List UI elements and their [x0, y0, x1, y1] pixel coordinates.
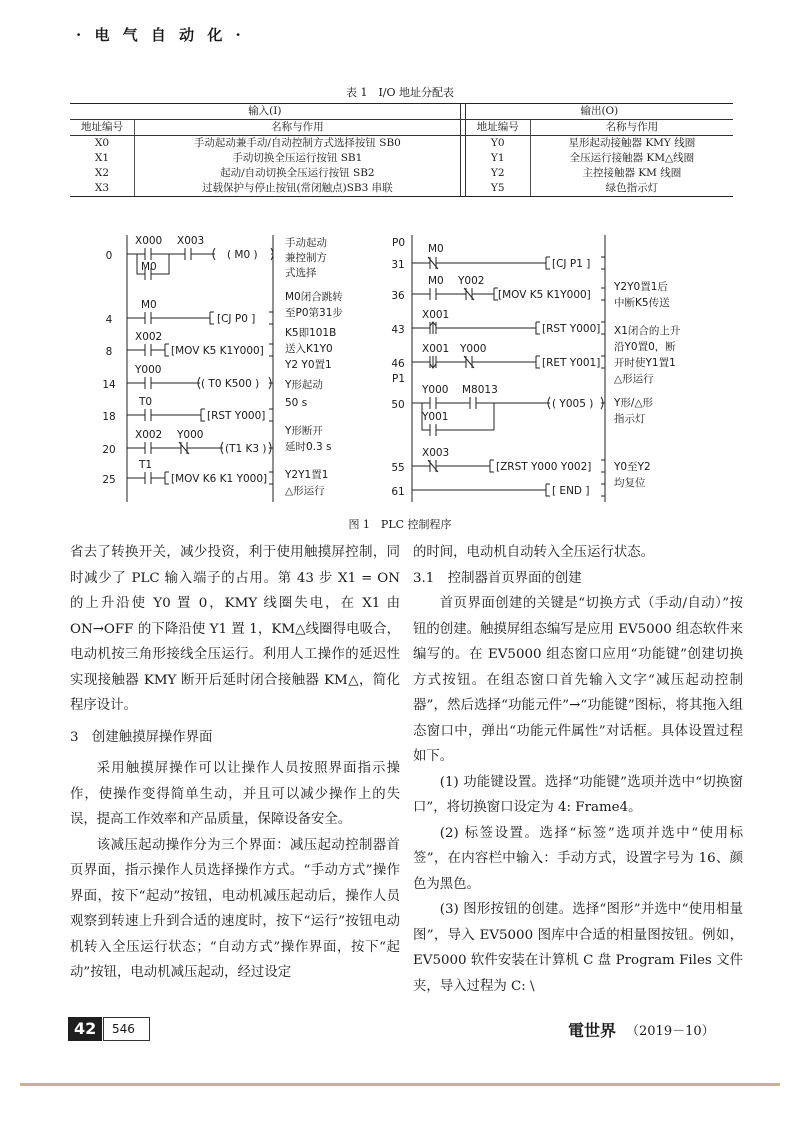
col-header: 名称与作用 [135, 120, 461, 136]
instruction: [MOV K5 K1Y000] [171, 345, 264, 357]
section-heading: 3.1 控制器首页界面的创建 [413, 570, 582, 586]
instruction: ( Y005 ) [552, 398, 594, 410]
table-cell: X0 [94, 137, 110, 149]
comment: 手动起动 [285, 237, 327, 249]
step-number: 43 [391, 324, 405, 336]
table-cell: X2 [94, 167, 110, 179]
instruction: (T1 K3 ) [225, 443, 267, 455]
step-number: 25 [102, 474, 116, 486]
contact-label: X002 [135, 429, 163, 441]
instruction: [MOV K5 K1Y000] [498, 289, 591, 301]
ladder-diagram-left [102, 230, 380, 508]
contact-label: X003 [422, 447, 450, 459]
table-cell: 手动起动兼手动/自动控制方式选择按钮 SB0 [135, 136, 461, 152]
journal-page-number: 42 [68, 1017, 102, 1041]
contact-label: M8013 [462, 384, 498, 396]
comment: 50 s [285, 397, 308, 409]
table-cell: 起动/自动切换全压运行按钮 SB2 [135, 166, 461, 181]
io-table [70, 103, 733, 197]
step-number: 20 [102, 444, 116, 456]
table-cell: 全压运行接触器 KM△线圈 [530, 151, 733, 166]
comment: 延时0.3 s [285, 441, 332, 453]
contact-label: X003 [177, 235, 205, 247]
contact-label: T0 [139, 396, 153, 408]
step-number: 46 [391, 358, 405, 370]
pointer-label: P1 [392, 373, 406, 385]
instruction: [RST Y000] [207, 410, 266, 422]
instruction: [RET Y001] [542, 357, 601, 369]
step-number: 50 [391, 399, 405, 411]
contact-label: Y000 [460, 343, 487, 355]
step-number: 18 [102, 411, 116, 423]
comment: 兼控制方 [285, 252, 327, 264]
step-number: 31 [391, 259, 405, 271]
comment: 式选择 [285, 267, 317, 279]
contact-label: X001 [422, 309, 450, 321]
step-number: 36 [391, 290, 405, 302]
comment: Y2Y0置1后 [614, 281, 668, 293]
contact-label: M0 [428, 275, 444, 287]
paragraph: 的时间，电动机自动转入全压运行状态。 [413, 545, 655, 560]
instruction: [CJ P0 ] [217, 313, 256, 325]
instruction: [CJ P1 ] [552, 258, 591, 270]
instruction: ( T0 K500 ) [201, 378, 260, 390]
comment: 中断K5传送 [614, 297, 670, 309]
journal-issue: （2019－10） [626, 1024, 715, 1039]
table-caption: 表 1 I/O 地址分配表 [345, 86, 455, 99]
contact-label: M0 [141, 299, 157, 311]
contact-label: X002 [135, 331, 163, 343]
contact-label: M0 [428, 243, 444, 255]
comment: K5即101B [285, 327, 337, 339]
contact-label: Y002 [458, 275, 485, 287]
step-number: 14 [102, 379, 116, 391]
instruction: [RST Y000] [542, 323, 601, 335]
col-header: 地址编号 [465, 120, 530, 136]
step-number: 4 [105, 314, 113, 326]
body-column-left [70, 540, 400, 986]
table-cell: 手动切换全压运行按钮 SB1 [135, 151, 461, 166]
comment: 至P0第31步 [285, 307, 343, 319]
figure-caption: 图 1 PLC 控制程序 [348, 518, 452, 531]
bottom-rule [20, 1083, 780, 1086]
ladder-diagram-right [390, 230, 690, 508]
table-cell: 绿色指示灯 [530, 181, 733, 197]
instruction: [ END ] [552, 485, 590, 497]
paragraph: 省去了转换开关，减少投资，利于使用触摸屏控制，同时减少了 PLC 输入端子的占用。第 43 步 X1 = ON 的上升沿使 Y0 置 0，KMY 线圈失电，在 X1 由 ON→OFF 的下降沿使 Y1 置 1，KM△线圈得电吸合，电动机按三角形接线全压运行。利用人工操作的延迟性实现接触器 KMY 断开后延时闭合接触器 KM△，简化程序设计。 [70, 545, 400, 713]
comment: 送入K1Y0 [285, 343, 333, 355]
pointer-label: P0 [392, 237, 406, 249]
comment: Y形起动 [285, 379, 323, 391]
table-cell: Y0 [490, 137, 505, 149]
table-cell: 主控接触器 KM 线圈 [530, 166, 733, 181]
input-title: 输入(I) [70, 104, 460, 120]
instruction: [ZRST Y000 Y002] [496, 461, 592, 473]
table-row [70, 166, 733, 181]
paragraph: (2) 标签设置。选择“标签”选项并选中“使用标签”，在内容栏中输入：手动方式，设置字号为 16、颜色为黑色。 [413, 825, 743, 892]
col-header: 名称与作用 [530, 120, 733, 136]
comment: 沿Y0置0，断 [614, 341, 676, 353]
journal-title: 電世界 [568, 1021, 617, 1040]
paragraph: 采用触摸屏操作可以让操作人员按照界面指示操作，使操作变得简单生动，并且可以减少操作上的失误，提高工作效率和产品质量，保障设备安全。 [70, 761, 400, 827]
contact-label: X000 [135, 235, 163, 247]
paragraph: (1) 功能键设置。选择“功能键”选项并选中“切换窗口”，将切换窗口设定为 4: Frame4。 [413, 774, 743, 815]
contact-label: X001 [422, 343, 450, 355]
comment: Y2 Y0置1 [285, 359, 332, 371]
comment: 均复位 [614, 477, 646, 489]
table-row [70, 136, 733, 152]
instruction: ( M0 ) [227, 249, 258, 261]
contact-label: M0 [141, 261, 157, 273]
table-cell: Y1 [490, 152, 505, 164]
table-cell: Y2 [490, 167, 505, 179]
paragraph: 首页界面创建的关键是“切换方式（手动/自动）”按钮的创建。触摸屏组态编写是应用 EV5000 组态软件来编写的。在 EV5000 组态窗口应用“功能键”创建切换方式按钮。在组态窗口首先输入文字“减压起动控制器”，然后选择“功能元件”→“功能键”图标，将其拖入组态窗口中，弹出“功能元件属性”对话框。具体设置过程如下。 [413, 596, 743, 764]
table-cell: Y5 [465, 181, 530, 197]
table-row [70, 151, 733, 166]
contact-label: Y001 [422, 411, 449, 423]
comment: Y0至Y2 [614, 461, 651, 473]
contact-label: Y000 [177, 429, 204, 441]
comment: X1闭合的上升 [614, 325, 681, 337]
table-row [70, 181, 733, 197]
comment: 指示灯 [614, 413, 646, 425]
comment: 开时使Y1置1 [614, 357, 676, 369]
body-column-right [413, 540, 743, 999]
step-number: 55 [391, 462, 405, 474]
comment: Y形断开 [285, 425, 323, 437]
contact-label: Y000 [135, 364, 162, 376]
contact-label: T1 [139, 459, 153, 471]
step-number: 0 [105, 250, 113, 262]
paragraph: (3) 图形按钮的创建。选择“图形”并选中“使用相量图”，导入 EV5000 图库中合适的相量图按钮。例如，EV5000 软件安装在计算机 C 盘 Program Files 文件夹，导入过程为 C: \ [413, 902, 743, 994]
running-header: · 电 气 自 动 化 · [76, 26, 245, 44]
section-heading: 3 创建触摸屏操作界面 [70, 729, 213, 745]
comment: Y形/△形 [614, 397, 654, 409]
table-cell: X1 [94, 152, 110, 164]
comment: △形运行 [285, 485, 325, 497]
contact-label: Y000 [422, 384, 449, 396]
output-title: 输出(O) [465, 104, 733, 120]
comment: △形运行 [614, 373, 654, 385]
step-number: 8 [105, 346, 113, 358]
comment: Y2Y1置1 [285, 469, 329, 481]
table-cell: 过载保护与停止按钮(常闭触点)SB3 串联 [135, 181, 461, 197]
comment: M0闭合跳转 [285, 291, 343, 303]
table-cell: 星形起动接触器 KMY 线圈 [530, 136, 733, 152]
instruction: [MOV K6 K1 Y000] [171, 473, 268, 485]
paragraph: 该减压起动操作分为三个界面：减压起动控制器首页界面，指示操作人员选择操作方式。“手动方式”操作界面，按下“起动”按钮，电动机减压起动后，操作人员观察到转速上升到合适的速度时，按下“运行”按钮电动机转入全压运行状态；“自动方式”操作界面，按下“起动”按钮，电动机减压起动，经过设定 [70, 837, 400, 980]
volume-page-number: 546 [103, 1017, 150, 1041]
col-header: 地址编号 [70, 120, 135, 136]
step-number: 61 [391, 486, 405, 498]
table-cell: X3 [70, 181, 135, 197]
